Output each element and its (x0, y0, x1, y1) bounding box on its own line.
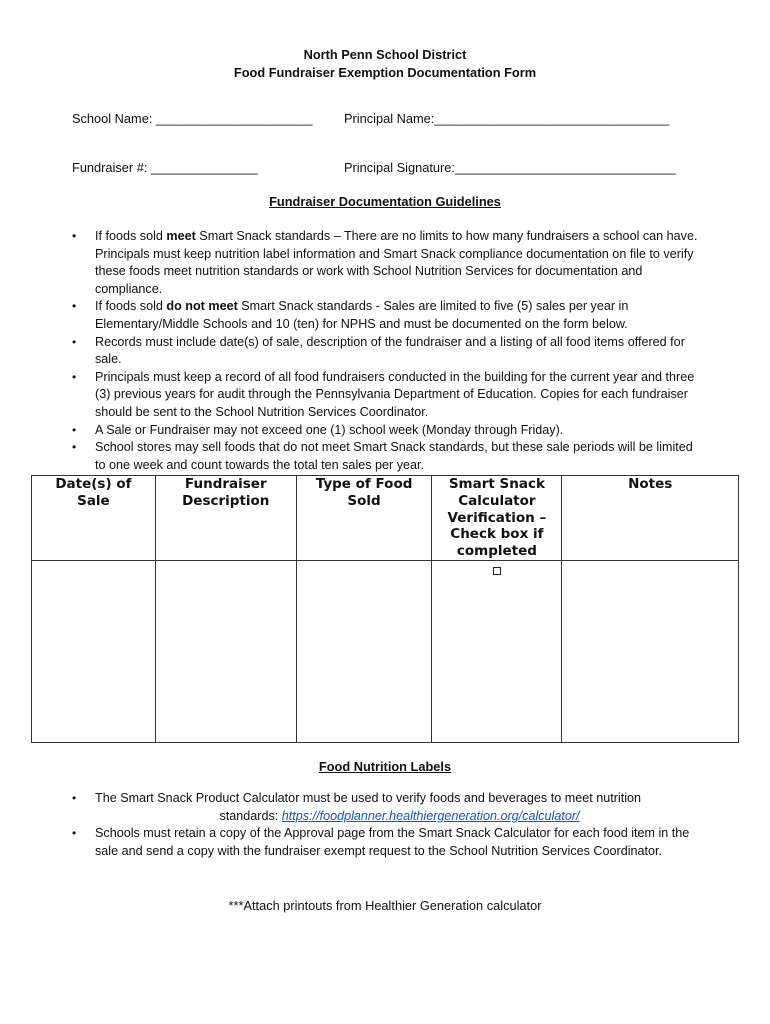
dates-cell[interactable] (32, 560, 156, 742)
notes-cell[interactable] (562, 560, 739, 742)
school-name-field[interactable]: School Name: ______________________ (72, 111, 313, 126)
list-item: • A Sale or Fundraiser may not exceed one (1) school week (Monday through Friday). (72, 422, 702, 440)
bullet-icon: • (72, 334, 77, 349)
calculator-link[interactable]: https://foodplanner.healthiergeneration.org/calculator/ (281, 808, 580, 823)
food-type-cell[interactable] (296, 560, 432, 742)
list-item: • School stores may sell foods that do not meet Smart Snack standards, but these sale periods will be limited to one week and count towards the total ten sales per year. (72, 440, 693, 472)
column-header-notes: Notes (562, 476, 739, 561)
guidelines-heading: Fundraiser Documentation Guidelines (269, 194, 501, 209)
form-title: Food Fundraiser Exemption Documentation Form (233, 65, 537, 80)
list-item: • If foods sold do not meet Smart Snack standards - Sales are limited to five (5) sales per year in Elementary/Middle Schools and 10 (ten) for NPHS and must be documented on the form below. (72, 299, 629, 331)
principal-signature-field[interactable]: Principal Signature:_______________________________ (344, 160, 676, 175)
bullet-icon: • (72, 299, 77, 314)
verification-checkbox[interactable] (493, 567, 501, 575)
district-title: North Penn School District (303, 47, 467, 62)
column-header-dates: Date(s) of Sale (32, 476, 156, 561)
column-header-description: Fundraiser Description (155, 476, 296, 561)
fundraiser-number-field[interactable]: Fundraiser #: _______________ (72, 160, 258, 175)
bullet-icon: • (72, 826, 77, 841)
bullet-icon: • (72, 229, 77, 243)
table-header-row (32, 476, 739, 561)
column-header-verification: Smart Snack Calculator Verification – Check box if completed (432, 476, 562, 561)
labels-heading: Food Nutrition Labels (318, 759, 452, 774)
column-header-food-type: Type of Food Sold (296, 476, 432, 561)
fundraiser-table (31, 475, 739, 743)
bullet-icon: • (72, 422, 77, 437)
table-row (32, 560, 739, 742)
list-item: • Records must include date(s) of sale, description of the fundraiser and a listing of all food items offered for sale. (72, 334, 685, 367)
list-item: • Schools must retain a copy of the Approval page from the Smart Snack Calculator for each food item in the sale and send a copy with the fundraiser exempt request to the School Nutrition Services Coordinator. (72, 826, 690, 858)
bullet-icon: • (72, 369, 77, 384)
verification-cell (432, 560, 562, 742)
bullet-icon: • (72, 440, 77, 455)
guidelines-list (72, 228, 702, 474)
description-cell[interactable] (155, 560, 296, 742)
list-item: • Principals must keep a record of all food fundraisers conducted in the building for the current year and three (3) previous years for audit through the Pennsylvania Department of Education. Copies for each fundraiser should be sent to the School Nutrition Services Coordinator. (72, 369, 695, 419)
list-item: • If foods sold meet Smart Snack standards – There are no limits to how many fundraisers a school can have. Principals must keep nutrition label information and Smart Snack compliance documentation on file to verify these foods meet nutrition standards or work with School Nutrition Services for documentation and compliance. (72, 229, 698, 296)
bullet-icon: • (72, 791, 77, 805)
labels-list (72, 790, 704, 860)
principal-name-field[interactable]: Principal Name:_________________________________ (344, 111, 670, 126)
list-item: • The Smart Snack Product Calculator must be used to verify foods and beverages to meet nutrition standards: https://foodplanner.healthiergeneration.org/calculator/ (72, 791, 642, 823)
attach-note: ***Attach printouts from Healthier Generation calculator (228, 898, 542, 913)
